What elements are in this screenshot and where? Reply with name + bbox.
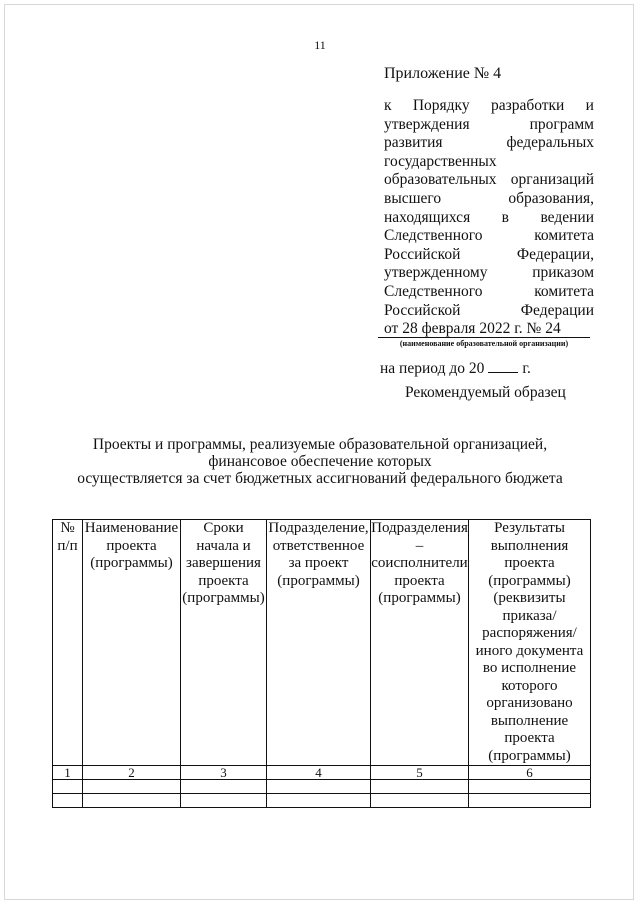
table-cell [371, 794, 469, 808]
basis-word: Российской [384, 301, 461, 319]
header-results: Результаты выполнения проекта (программы) (реквизиты приказа/ распоряжения/ иного документа во исполнение которого организовано выполнение проекта (программы) [469, 520, 591, 766]
document-title [40, 436, 600, 487]
period-suffix: г. [522, 360, 531, 377]
table-row [53, 780, 591, 794]
table-cell [83, 794, 181, 808]
column-number-4: 4 [267, 766, 371, 780]
basis-word: Федерации [520, 301, 594, 319]
basis-line [384, 134, 594, 153]
basis-word: приказом [532, 264, 594, 282]
table-cell [53, 780, 83, 794]
basis-word: Федерации, [516, 245, 594, 263]
basis-line [384, 320, 594, 339]
header-responsible-unit: Подразделение, ответственное за проект (программы) [267, 520, 371, 766]
table-cell [267, 794, 371, 808]
basis-word: утверждения [384, 115, 470, 133]
document-title-line-2: финансовое обеспечение которых [208, 453, 432, 470]
header-dates: Сроки начала и завершения проекта (программы) [181, 520, 267, 766]
basis-word: от 28 февраля 2022 г. № 24 [384, 320, 561, 338]
organization-name-line [378, 337, 590, 338]
table-cell [267, 780, 371, 794]
projects-table [52, 519, 591, 808]
basis-word: программ [529, 115, 594, 133]
basis-word: разработки [490, 97, 565, 114]
basis-word: находящихся [384, 208, 471, 226]
basis-word: Следственного [384, 227, 483, 245]
basis-word: Порядку [412, 97, 470, 114]
column-number-5: 5 [371, 766, 469, 780]
basis-word: ведении [540, 208, 594, 226]
basis-word: образования, [508, 189, 594, 207]
basis-line [384, 227, 594, 246]
column-number-6: 6 [469, 766, 591, 780]
basis-line [384, 116, 594, 135]
basis-word: утвержденному [384, 264, 488, 282]
basis-word: комитета [534, 227, 594, 245]
document-title-line-3: осуществляется за счет бюджетных ассигнований федерального бюджета [77, 470, 563, 487]
appendix-basis [384, 97, 594, 339]
basis-word: федеральных [506, 134, 594, 152]
header-number: № п/п [53, 520, 83, 766]
header-name: Наименование проекта (программы) [83, 520, 181, 766]
table-cell [181, 780, 267, 794]
basis-word: организаций [510, 171, 594, 189]
table-header-row [53, 520, 591, 766]
basis-line [384, 302, 594, 321]
header-co-executors: Подразделения – соисполнители проекта (программы) [371, 520, 469, 766]
table-cell [83, 780, 181, 794]
sample-label: Рекомендуемый образец [405, 384, 566, 401]
basis-line [384, 190, 594, 209]
basis-line [384, 283, 594, 302]
column-number-1: 1 [53, 766, 83, 780]
basis-word: образовательных [384, 171, 497, 189]
table-cell [371, 780, 469, 794]
basis-word: в [501, 208, 509, 226]
column-number-3: 3 [181, 766, 267, 780]
period-prefix: на период до 20 [380, 360, 485, 377]
basis-word: развития [384, 134, 443, 152]
basis-line [384, 97, 594, 116]
basis-word: Российской [384, 245, 461, 263]
table-row [53, 794, 591, 808]
year-blank [488, 358, 518, 373]
basis-word: к [384, 97, 392, 114]
basis-line [384, 264, 594, 283]
period-line [380, 358, 531, 378]
basis-line [384, 171, 594, 190]
basis-line [384, 209, 594, 228]
basis-word: Следственного [384, 282, 483, 300]
table-cell [181, 794, 267, 808]
table-cell [53, 794, 83, 808]
table-cell [469, 780, 591, 794]
table-row [53, 766, 591, 780]
basis-line [384, 153, 594, 172]
appendix-title: Приложение № 4 [384, 65, 502, 82]
basis-word: государственных [384, 152, 497, 170]
page-number: 11 [314, 38, 326, 52]
document-title-line-1: Проекты и программы, реализуемые образовательной организацией, [92, 436, 548, 453]
basis-line [384, 246, 594, 265]
table-cell [469, 794, 591, 808]
basis-word: высшего [384, 189, 442, 207]
basis-word: и [585, 97, 594, 114]
basis-word: комитета [534, 282, 594, 300]
column-number-2: 2 [83, 766, 181, 780]
organization-caption: (наименование образовательной организации) [399, 339, 569, 348]
